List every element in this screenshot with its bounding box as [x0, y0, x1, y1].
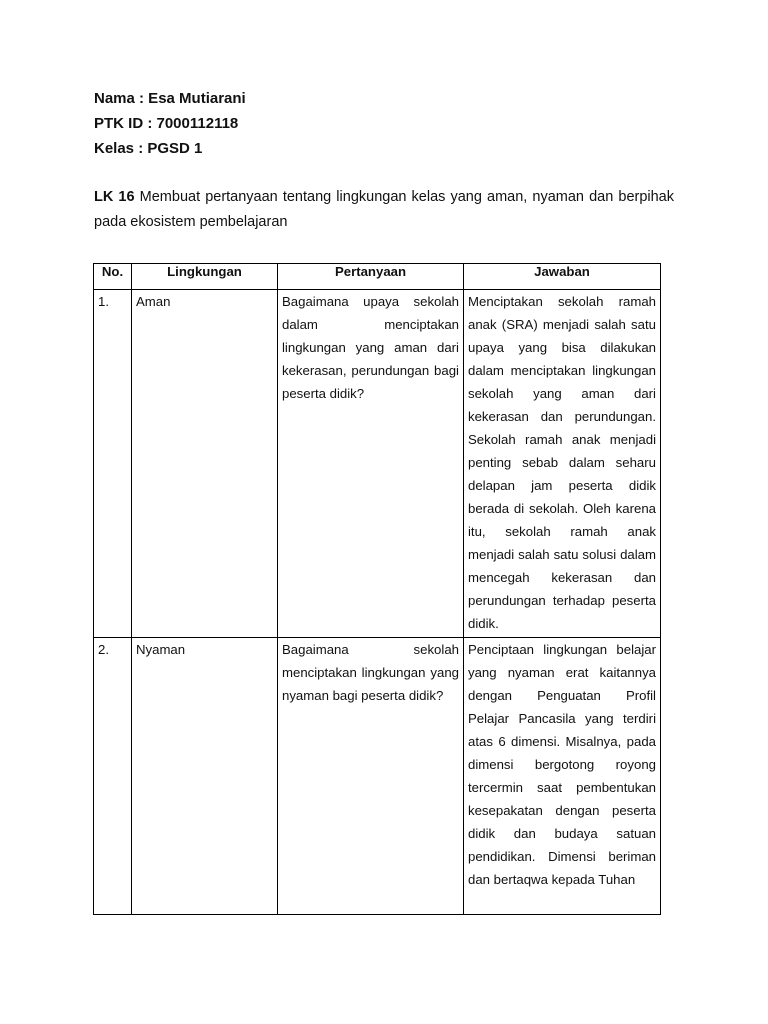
table-row [94, 290, 661, 638]
student-class: Kelas : PGSD 1 [94, 140, 203, 157]
cell-jawaban: Menciptakan sekolah ramah anak (SRA) menjadi salah satu upaya yang bisa dilakukan dalam menciptakan lingkungan sekolah yang aman dari kekerasan dan perundungan. Sekolah ramah anak menjadi penting sebab dalam seharu delapan jam peserta didik berada di sekolah. Oleh karena itu, sekolah ramah anak menjadi salah satu solusi dalam mencegah kekerasan dan perundungan terhadap peserta didik. [464, 290, 661, 638]
table-header-row [94, 264, 661, 290]
cell-no: 1. [94, 290, 132, 638]
header-pertanyaan: Pertanyaan [278, 264, 464, 290]
task-text: Membuat pertanyaan tentang lingkungan kelas yang aman, nyaman dan berpihak pada ekosistem pembelajaran [94, 189, 674, 230]
worksheet-table [93, 263, 661, 915]
cell-pertanyaan: Bagaimana sekolah menciptakan lingkungan yang nyaman bagi peserta didik? [278, 638, 464, 915]
cell-pertanyaan: Bagaimana upaya sekolah dalam menciptakan lingkungan yang aman dari kekerasan, perundungan bagi peserta didik? [278, 290, 464, 638]
header-lingkungan: Lingkungan [132, 264, 278, 290]
student-ptk-id: PTK ID : 7000112118 [94, 115, 239, 132]
task-label: LK 16 [94, 189, 135, 205]
student-name: Nama : Esa Mutiarani [94, 90, 246, 107]
task-description [94, 185, 674, 235]
header-jawaban: Jawaban [464, 264, 661, 290]
table-row [94, 638, 661, 915]
cell-jawaban: Penciptaan lingkungan belajar yang nyaman erat kaitannya dengan Penguatan Profil Pelajar Pancasila yang terdiri atas 6 dimensi. Misalnya, pada dimensi bergotong royong tercermin saat pembentukan kesepakatan dengan peserta didik dan budaya satuan pendidikan. Dimensi beriman dan bertaqwa kepada Tuhan [464, 638, 661, 915]
student-info [94, 86, 694, 161]
cell-lingkungan: Aman [132, 290, 278, 638]
cell-lingkungan: Nyaman [132, 638, 278, 915]
cell-no: 2. [94, 638, 132, 915]
header-no: No. [94, 264, 132, 290]
